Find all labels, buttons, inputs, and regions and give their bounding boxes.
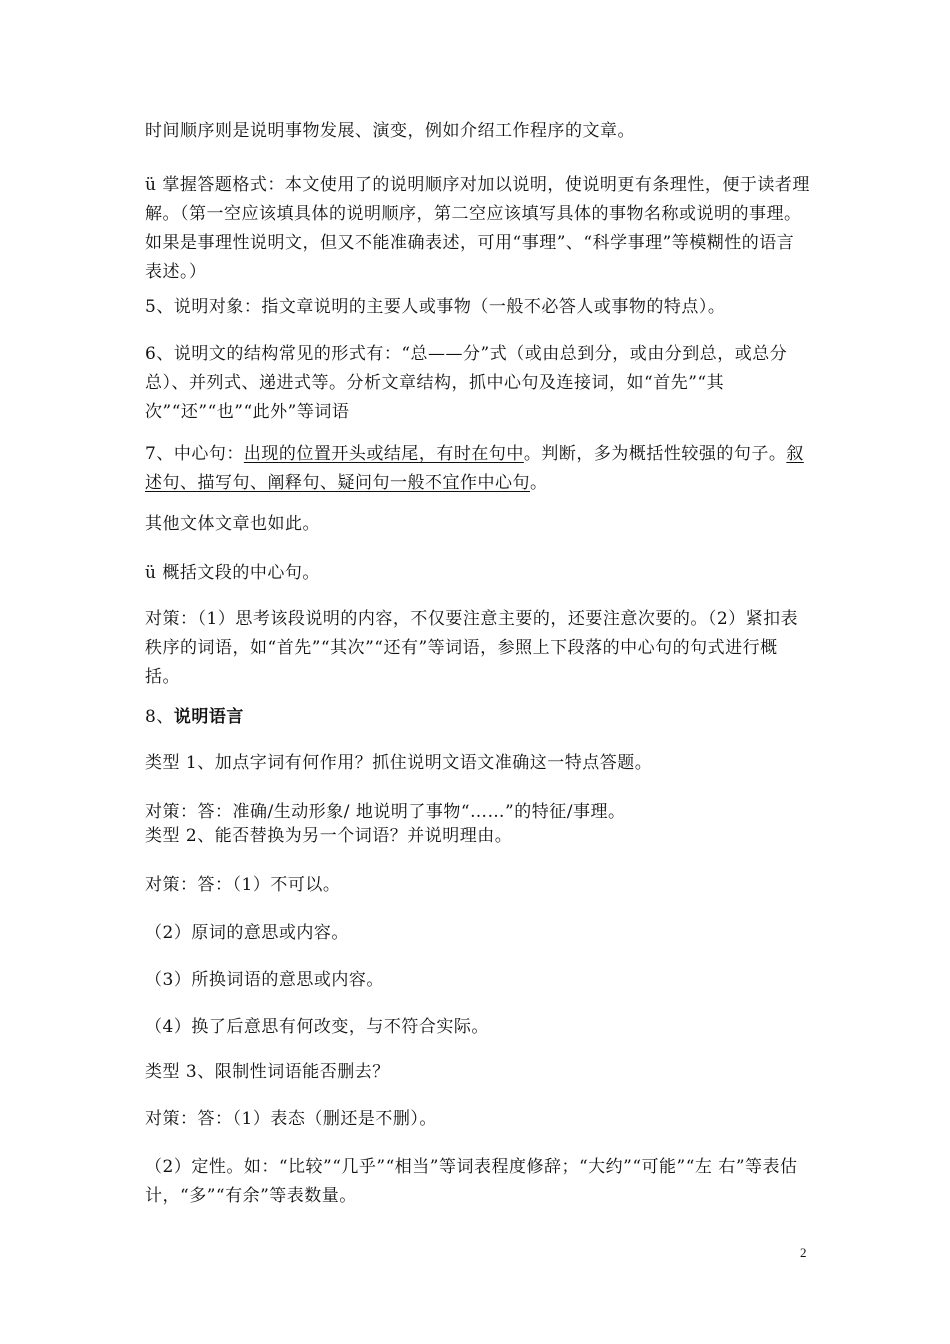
paragraph-strategy: 对策：（1）思考该段说明的内容，不仅要注意主要的，还要注意次要的。（2）紧扣表秩序的词语，如“首先”“其次”“还有”等词语，参照上下段落的中心句的句式进行概括。 [145, 609, 799, 687]
central-sentence-judgement: 。判断，多为概括性较强的句子。 [523, 444, 787, 464]
paragraph-type2-point2: （2）原词的意思或内容。 [145, 923, 349, 943]
paragraph-central-sentence [145, 440, 810, 498]
section-number: 8、 [145, 707, 174, 727]
central-sentence-exclusions: 叙述句、描写句、阐释句、疑问句一般不宜作中心句 [145, 444, 804, 493]
paragraph-answer-format: ü 掌握答题格式：本文使用了的说明顺序对加以说明，使说明更有条理性，便于读者理解。（第一空应该填具体的说明顺序，第二空应该填写具体的事物名称或说明的事理。如果是事理性说明文，但又不能准确表述，可用“事理”、“科学事理”等模糊性的语言表述。） [145, 175, 810, 282]
paragraph-structure: 6、说明文的结构常见的形式有：“总——分”式（或由总到分，或由分到总，或总分总）、并列式、递进式等。分析文章结构，抓中心句及连接词，如“首先”“其次”“还”“也”“此外”等词语 [145, 344, 788, 422]
paragraph-type3: 类型 3、限制性词语能否删去？ [145, 1062, 390, 1082]
paragraph-other-styles: 其他文体文章也如此。 [145, 514, 320, 534]
central-sentence-label: 7、中心句： [145, 444, 244, 464]
paragraph-type2: 类型 2、能否替换为另一个词语？并说明理由。 [145, 826, 513, 846]
central-sentence-position: 出现的位置开头或结尾，有时在句中 [243, 444, 524, 464]
section-title: 说明语言 [173, 707, 244, 727]
paragraph-type2-answer: 对策：答：（1）不可以。 [145, 875, 341, 895]
paragraph-type3-point2: （2）定性。如：“比较”“几乎”“相当”等词表程度修辞；“大约”“可能”“左 右”等表估计，“多”“有余”等表数量。 [145, 1157, 798, 1206]
paragraph-explanation-object: 5、说明对象：指文章说明的主要人或事物（一般不必答人或事物的特点）。 [145, 297, 726, 317]
paragraph-type2-point3: （3）所换词语的意思或内容。 [145, 970, 384, 990]
paragraph-summarize: ü 概括文段的中心句。 [145, 563, 320, 583]
paragraph-type1-answer: 对策：答：准确/生动形象/ 地说明了事物“……”的特征/事理。 [145, 802, 626, 822]
paragraph-time-order: 时间顺序则是说明事物发展、演变，例如介绍工作程序的文章。 [145, 121, 635, 141]
paragraph-type2-point4: （4）换了后意思有何改变，与不符合实际。 [145, 1017, 489, 1037]
paragraph-type3-answer: 对策：答：（1）表态（删还是不删）。 [145, 1109, 437, 1129]
page-number: 2 [800, 1245, 807, 1260]
paragraph-type1: 类型 1、加点字词有何作用？抓住说明文语文准确这一特点答题。 [145, 753, 653, 773]
central-sentence-end: 。 [530, 473, 548, 493]
section-heading-language [145, 703, 810, 732]
